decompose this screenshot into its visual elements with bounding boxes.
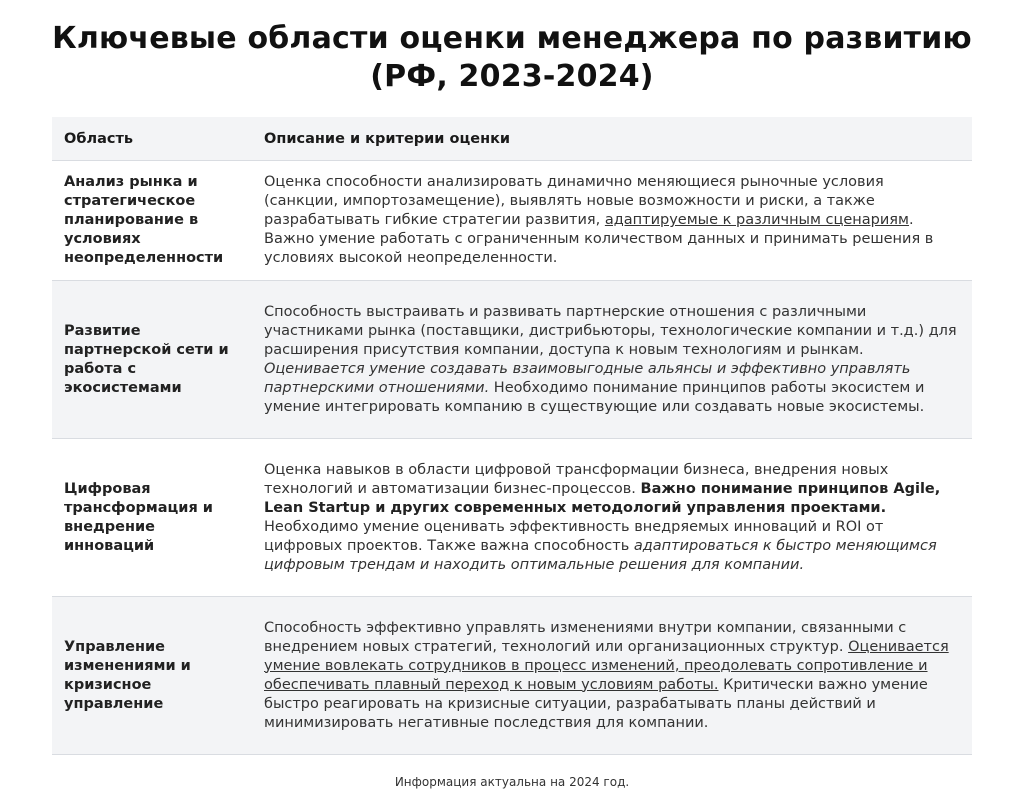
- table-header-row: [52, 117, 972, 161]
- evaluation-table: [52, 117, 972, 755]
- table-row: [52, 597, 972, 755]
- description-text: Необходимо умение оценивать эффективность внедряемых инноваций и ROI от цифровых проектов. Также важна способность: [264, 518, 884, 554]
- description-text: Способность выстраивать и развивать партнерские отношения с различными участниками рынка (поставщики, дистрибьюторы, технологические компании и т.д.) для расширения присутствия компании, доступа к новым технологиям и рынкам.: [264, 303, 957, 358]
- description-cell: [252, 439, 972, 597]
- area-cell: Цифровая трансформация и внедрение инноваций: [52, 439, 252, 597]
- description-text: Оценка навыков в области цифровой трансформации бизнеса, внедрения новых технологий и автоматизации бизнес-процессов.: [264, 461, 889, 497]
- column-header-area: Область: [52, 117, 252, 161]
- column-header-description: Описание и критерии оценки: [252, 117, 972, 161]
- footer-note: Информация актуальна на 2024 год.: [394, 775, 630, 789]
- table-row: [52, 439, 972, 597]
- area-cell: Управление изменениями и кризисное управление: [52, 597, 252, 755]
- table-row: [52, 161, 972, 281]
- area-cell: Анализ рынка и стратегическое планирование в условиях неопределенности: [52, 161, 252, 281]
- description-text: Способность эффективно управлять изменениями внутри компании, связанными с внедрением новых стратегий, технологий или организационных структур.: [264, 619, 907, 655]
- description-cell: [252, 161, 972, 281]
- description-underlined-text: адаптируемые к различным сценариям: [604, 212, 909, 228]
- description-text: . Важно умение работать с ограниченным количеством данных и принимать решения в условиях высокой неопределенности.: [264, 212, 934, 266]
- area-cell: Развитие партнерской сети и работа с экосистемами: [52, 281, 252, 439]
- table-row: [52, 281, 972, 439]
- description-italic-text: адаптироваться к быстро меняющимся цифровым трендам и находить оптимальные решения для компании.: [264, 537, 937, 573]
- page-title: Ключевые области оценки менеджера по развитию (РФ, 2023-2024): [52, 21, 972, 94]
- description-bold-text: Важно понимание принципов Agile, Lean Startup и других современных методологий управления проектами.: [264, 480, 941, 516]
- description-text: Необходимо понимание принципов работы экосистем и умение интегрировать компанию в существующие или создавать новые экосистемы.: [264, 379, 925, 415]
- description-cell: [252, 597, 972, 755]
- description-text: Оценка способности анализировать динамично меняющиеся рыночные условия (санкции, импортозамещение), выявлять новые возможности и риски, а также разрабатывать гибкие стратегии развития,: [264, 174, 884, 228]
- description-italic-text: Оценивается умение создавать взаимовыгодные альянсы и эффективно управлять партнерскими отношениями.: [264, 360, 911, 396]
- description-text: Критически важно умение быстро реагировать на кризисные ситуации, разрабатывать планы действий и минимизировать негативные последствия для компании.: [264, 676, 928, 731]
- description-underlined-text: Оценивается умение вовлекать сотрудников в процесс изменений, преодолевать сопротивление и обеспечивать плавный переход к новым условиям работы.: [264, 638, 949, 693]
- description-cell: [252, 281, 972, 439]
